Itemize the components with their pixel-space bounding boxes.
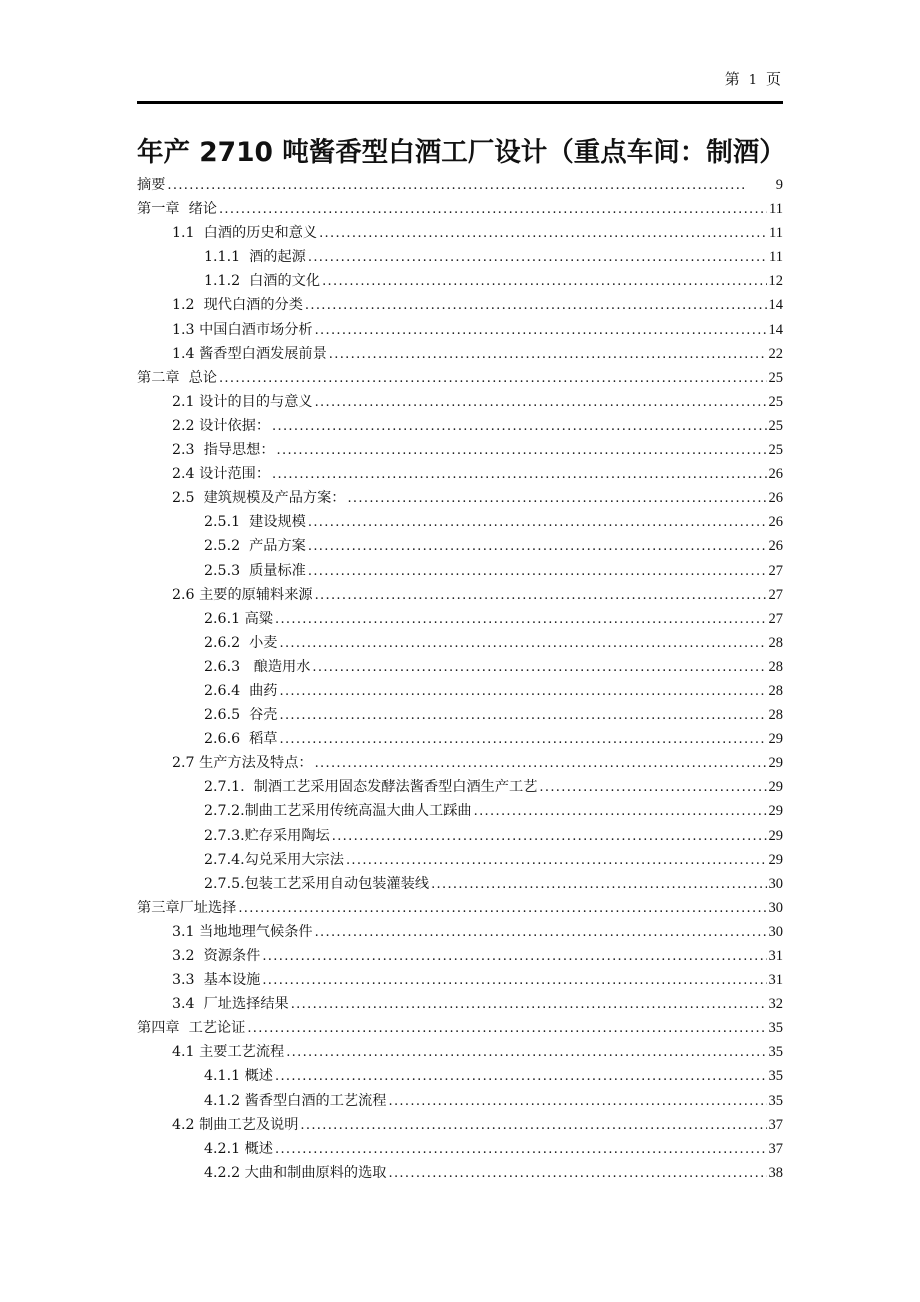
toc-dot-leader (389, 1161, 767, 1186)
toc-entry[interactable] (137, 534, 783, 558)
toc-entry-label: 第四章 工艺论证 (137, 1020, 246, 1037)
toc-entry-label: 1.4 酱香型白酒发展前景 (172, 345, 327, 362)
toc-entry[interactable] (137, 173, 783, 197)
page-prefix: 第 (724, 70, 741, 88)
toc-entry-page: 29 (768, 827, 783, 844)
toc-entry-page: 26 (768, 514, 783, 531)
toc-dot-leader (275, 607, 767, 632)
toc-dot-leader (308, 245, 767, 270)
toc-dot-leader (219, 366, 767, 391)
toc-entry-label: 2.7.3.贮存采用陶坛 (204, 827, 330, 844)
toc-entry[interactable] (137, 390, 783, 414)
toc-entry-label: 2.6.6 稻草 (204, 731, 278, 748)
toc-entry[interactable] (137, 703, 783, 727)
toc-entry-page: 32 (768, 996, 783, 1013)
toc-entry[interactable] (137, 462, 783, 486)
toc-entry[interactable] (137, 1113, 783, 1137)
toc-entry-page: 30 (768, 899, 783, 916)
toc-entry-label: 2.5.2 产品方案 (204, 538, 306, 555)
toc-entry-label: 4.1.2 酱香型白酒的工艺流程 (204, 1092, 387, 1109)
toc-entry-label: 2.6.3 酿造用水 (204, 658, 311, 675)
toc-entry-page: 14 (768, 297, 783, 314)
toc-dot-leader (277, 438, 767, 463)
toc-dot-leader (315, 751, 767, 776)
page-suffix: 页 (765, 70, 782, 88)
toc-entry-page: 27 (768, 586, 783, 603)
toc-entry[interactable] (137, 318, 783, 342)
toc-dot-leader (332, 824, 767, 849)
toc-entry-label: 4.1 主要工艺流程 (172, 1044, 285, 1061)
toc-entry[interactable] (137, 968, 783, 992)
toc-entry-label: 2.6 主要的原辅料来源 (172, 586, 313, 603)
toc-entry-page: 25 (768, 393, 783, 410)
toc-dot-leader (280, 727, 767, 752)
toc-entry-label: 第一章 绪论 (137, 201, 217, 218)
toc-entry[interactable] (137, 1016, 783, 1040)
toc-dot-leader (315, 390, 767, 415)
toc-entry-page: 31 (768, 948, 783, 964)
toc-entry[interactable] (137, 1064, 783, 1088)
toc-entry[interactable] (137, 848, 783, 872)
toc-dot-leader (247, 1016, 766, 1041)
document-title: 年产 2710 吨酱香型白酒工厂设计（重点车间：制酒） (137, 137, 786, 168)
toc-entry-label: 2.6.2 小麦 (204, 634, 278, 651)
toc-entry-page: 35 (768, 1020, 783, 1037)
toc-dot-leader (262, 944, 766, 969)
toc-entry-page: 28 (768, 658, 783, 675)
toc-dot-leader (315, 920, 767, 945)
toc-entry[interactable] (137, 944, 783, 968)
toc-entry-label: 2.5.3 质量标准 (204, 562, 306, 579)
toc-entry[interactable] (137, 293, 783, 317)
toc-entry-label: 2.5.1 建设规模 (204, 514, 306, 531)
toc-entry-label: 3.4 厂址选择结果 (172, 996, 289, 1013)
toc-entry-page: 38 (768, 1164, 783, 1181)
toc-entry-label: 2.6.1 高粱 (204, 610, 273, 627)
toc-entry-page: 27 (768, 562, 783, 579)
toc-entry-label: 第二章 总论 (137, 369, 217, 386)
toc-entry-page: 30 (768, 923, 783, 940)
toc-dot-leader (347, 486, 766, 511)
page-number-header (725, 68, 782, 89)
toc-entry-label: 2.4 设计范围： (172, 466, 271, 483)
toc-entry-page: 29 (768, 731, 783, 748)
toc-entry[interactable] (137, 366, 783, 390)
toc-entry-label: 4.2.1 概述 (204, 1140, 273, 1157)
toc-entry-page: 11 (769, 225, 783, 242)
toc-entry-page: 9 (775, 177, 783, 193)
toc-entry-label: 第三章厂址选择 (137, 899, 237, 916)
toc-entry-label: 4.2 制曲工艺及说明 (172, 1116, 299, 1133)
toc-entry-page: 31 (768, 972, 783, 989)
toc-entry-page: 29 (768, 851, 783, 868)
toc-entry[interactable] (137, 631, 783, 655)
toc-entry-page: 28 (768, 682, 783, 699)
toc-entry-label: 3.3 基本设施 (172, 972, 261, 989)
toc-entry-page: 22 (768, 345, 783, 362)
toc-entry-label: 2.6.5 谷壳 (204, 707, 278, 724)
toc-dot-leader (300, 1113, 766, 1138)
toc-dot-leader (280, 679, 767, 704)
toc-entry-page: 28 (768, 634, 783, 651)
toc-dot-leader (286, 1040, 766, 1065)
table-of-contents (137, 173, 783, 1185)
toc-entry[interactable] (137, 245, 783, 269)
toc-entry[interactable] (137, 992, 783, 1016)
toc-entry[interactable] (137, 1137, 783, 1161)
toc-dot-leader (329, 342, 767, 367)
toc-entry-page: 28 (768, 707, 783, 724)
toc-entry[interactable] (137, 583, 783, 607)
toc-entry-page: 35 (768, 1068, 783, 1085)
header-rule (137, 101, 783, 104)
toc-entry-label: 2.6.4 曲药 (204, 682, 278, 699)
toc-dot-leader (291, 992, 767, 1017)
toc-entry-page: 37 (768, 1116, 783, 1133)
toc-dot-leader (539, 775, 766, 800)
toc-entry[interactable] (137, 1161, 783, 1185)
toc-entry[interactable] (137, 438, 783, 462)
toc-dot-leader (167, 173, 773, 198)
toc-dot-leader (280, 703, 767, 728)
toc-entry[interactable] (137, 510, 783, 534)
toc-dot-leader (322, 269, 766, 294)
toc-entry-page: 27 (768, 610, 783, 627)
toc-dot-leader (308, 534, 767, 559)
toc-entry[interactable] (137, 799, 783, 823)
toc-entry-label: 2.2 设计依据： (172, 417, 271, 434)
toc-dot-leader (315, 318, 767, 343)
toc-entry-page: 29 (768, 755, 783, 772)
toc-entry-page: 11 (769, 201, 783, 218)
toc-entry-label: 4.2.2 大曲和制曲原料的选取 (204, 1164, 387, 1181)
toc-dot-leader (219, 197, 767, 222)
toc-entry-page: 35 (768, 1092, 783, 1109)
toc-entry-label: 3.2 资源条件 (172, 948, 261, 964)
toc-entry[interactable] (137, 655, 783, 679)
toc-entry[interactable] (137, 1089, 783, 1113)
toc-entry-label: 1.3 中国白酒市场分析 (172, 321, 313, 338)
toc-entry-label: 4.1.1 概述 (204, 1068, 273, 1085)
toc-entry[interactable] (137, 269, 783, 293)
toc-entry-page: 25 (768, 417, 783, 434)
toc-dot-leader (262, 968, 766, 993)
toc-entry[interactable] (137, 221, 783, 245)
toc-entry-label: 2.7 生产方法及特点： (172, 755, 313, 772)
toc-dot-leader (272, 462, 766, 487)
toc-entry-page: 14 (768, 321, 783, 338)
toc-entry[interactable] (137, 824, 783, 848)
toc-entry[interactable] (137, 197, 783, 221)
toc-entry-page: 11 (769, 249, 783, 266)
toc-dot-leader (238, 896, 766, 921)
toc-entry-label: 3.1 当地地理气候条件 (172, 923, 313, 940)
toc-dot-leader (305, 293, 767, 318)
toc-entry[interactable] (137, 559, 783, 583)
toc-dot-leader (312, 655, 766, 680)
toc-dot-leader (275, 1137, 767, 1162)
toc-entry[interactable] (137, 342, 783, 366)
toc-entry-label: 2.7.2.制曲工艺采用传统高温大曲人工踩曲 (204, 803, 472, 820)
toc-entry-label: 1.1.1 酒的起源 (204, 249, 306, 266)
toc-dot-leader (275, 1064, 767, 1089)
toc-entry-label: 摘要 (137, 177, 166, 193)
toc-dot-leader (346, 848, 767, 873)
toc-dot-leader (315, 583, 767, 608)
toc-entry[interactable] (137, 414, 783, 438)
toc-entry-label: 2.1 设计的目的与意义 (172, 393, 313, 410)
toc-dot-leader (308, 559, 767, 584)
toc-entry[interactable] (137, 896, 783, 920)
toc-dot-leader (272, 414, 766, 439)
toc-dot-leader (389, 1089, 767, 1114)
toc-entry-label: 2.7.4.勾兑采用大宗法 (204, 851, 344, 868)
toc-entry-label: 2.3 指导思想： (172, 442, 275, 459)
toc-entry-page: 29 (768, 803, 783, 820)
toc-entry[interactable] (137, 775, 783, 799)
toc-entry-page: 25 (768, 369, 783, 386)
toc-entry[interactable] (137, 1040, 783, 1064)
toc-entry[interactable] (137, 920, 783, 944)
toc-entry-label: 2.5 建筑规模及产品方案： (172, 490, 346, 507)
toc-entry[interactable] (137, 607, 783, 631)
toc-entry-page: 37 (768, 1140, 783, 1157)
toc-dot-leader (474, 799, 767, 824)
toc-entry[interactable] (137, 486, 783, 510)
toc-entry[interactable] (137, 872, 783, 896)
toc-entry-page: 12 (768, 273, 783, 290)
toc-dot-leader (308, 510, 767, 535)
toc-dot-leader (431, 872, 766, 897)
toc-entry-page: 25 (768, 442, 783, 459)
toc-entry[interactable] (137, 727, 783, 751)
toc-entry-label: 1.2 现代白酒的分类 (172, 297, 303, 314)
toc-entry-label: 2.7.5.包装工艺采用自动包装灌装线 (204, 875, 430, 892)
toc-entry-label: 1.1 白酒的历史和意义 (172, 225, 318, 242)
toc-entry[interactable] (137, 751, 783, 775)
toc-entry-label: 2.7.1. 制酒工艺采用固态发酵法酱香型白酒生产工艺 (204, 779, 538, 796)
toc-entry-page: 26 (768, 538, 783, 555)
toc-dot-leader (280, 631, 767, 656)
toc-entry-page: 26 (768, 490, 783, 507)
toc-entry[interactable] (137, 679, 783, 703)
toc-entry-page: 26 (768, 466, 783, 483)
toc-entry-page: 29 (768, 779, 783, 796)
toc-entry-page: 30 (768, 875, 783, 892)
page-number: 1 (748, 73, 758, 88)
toc-entry-label: 1.1.2 白酒的文化 (204, 273, 321, 290)
toc-dot-leader (319, 221, 767, 246)
toc-entry-page: 35 (768, 1044, 783, 1061)
